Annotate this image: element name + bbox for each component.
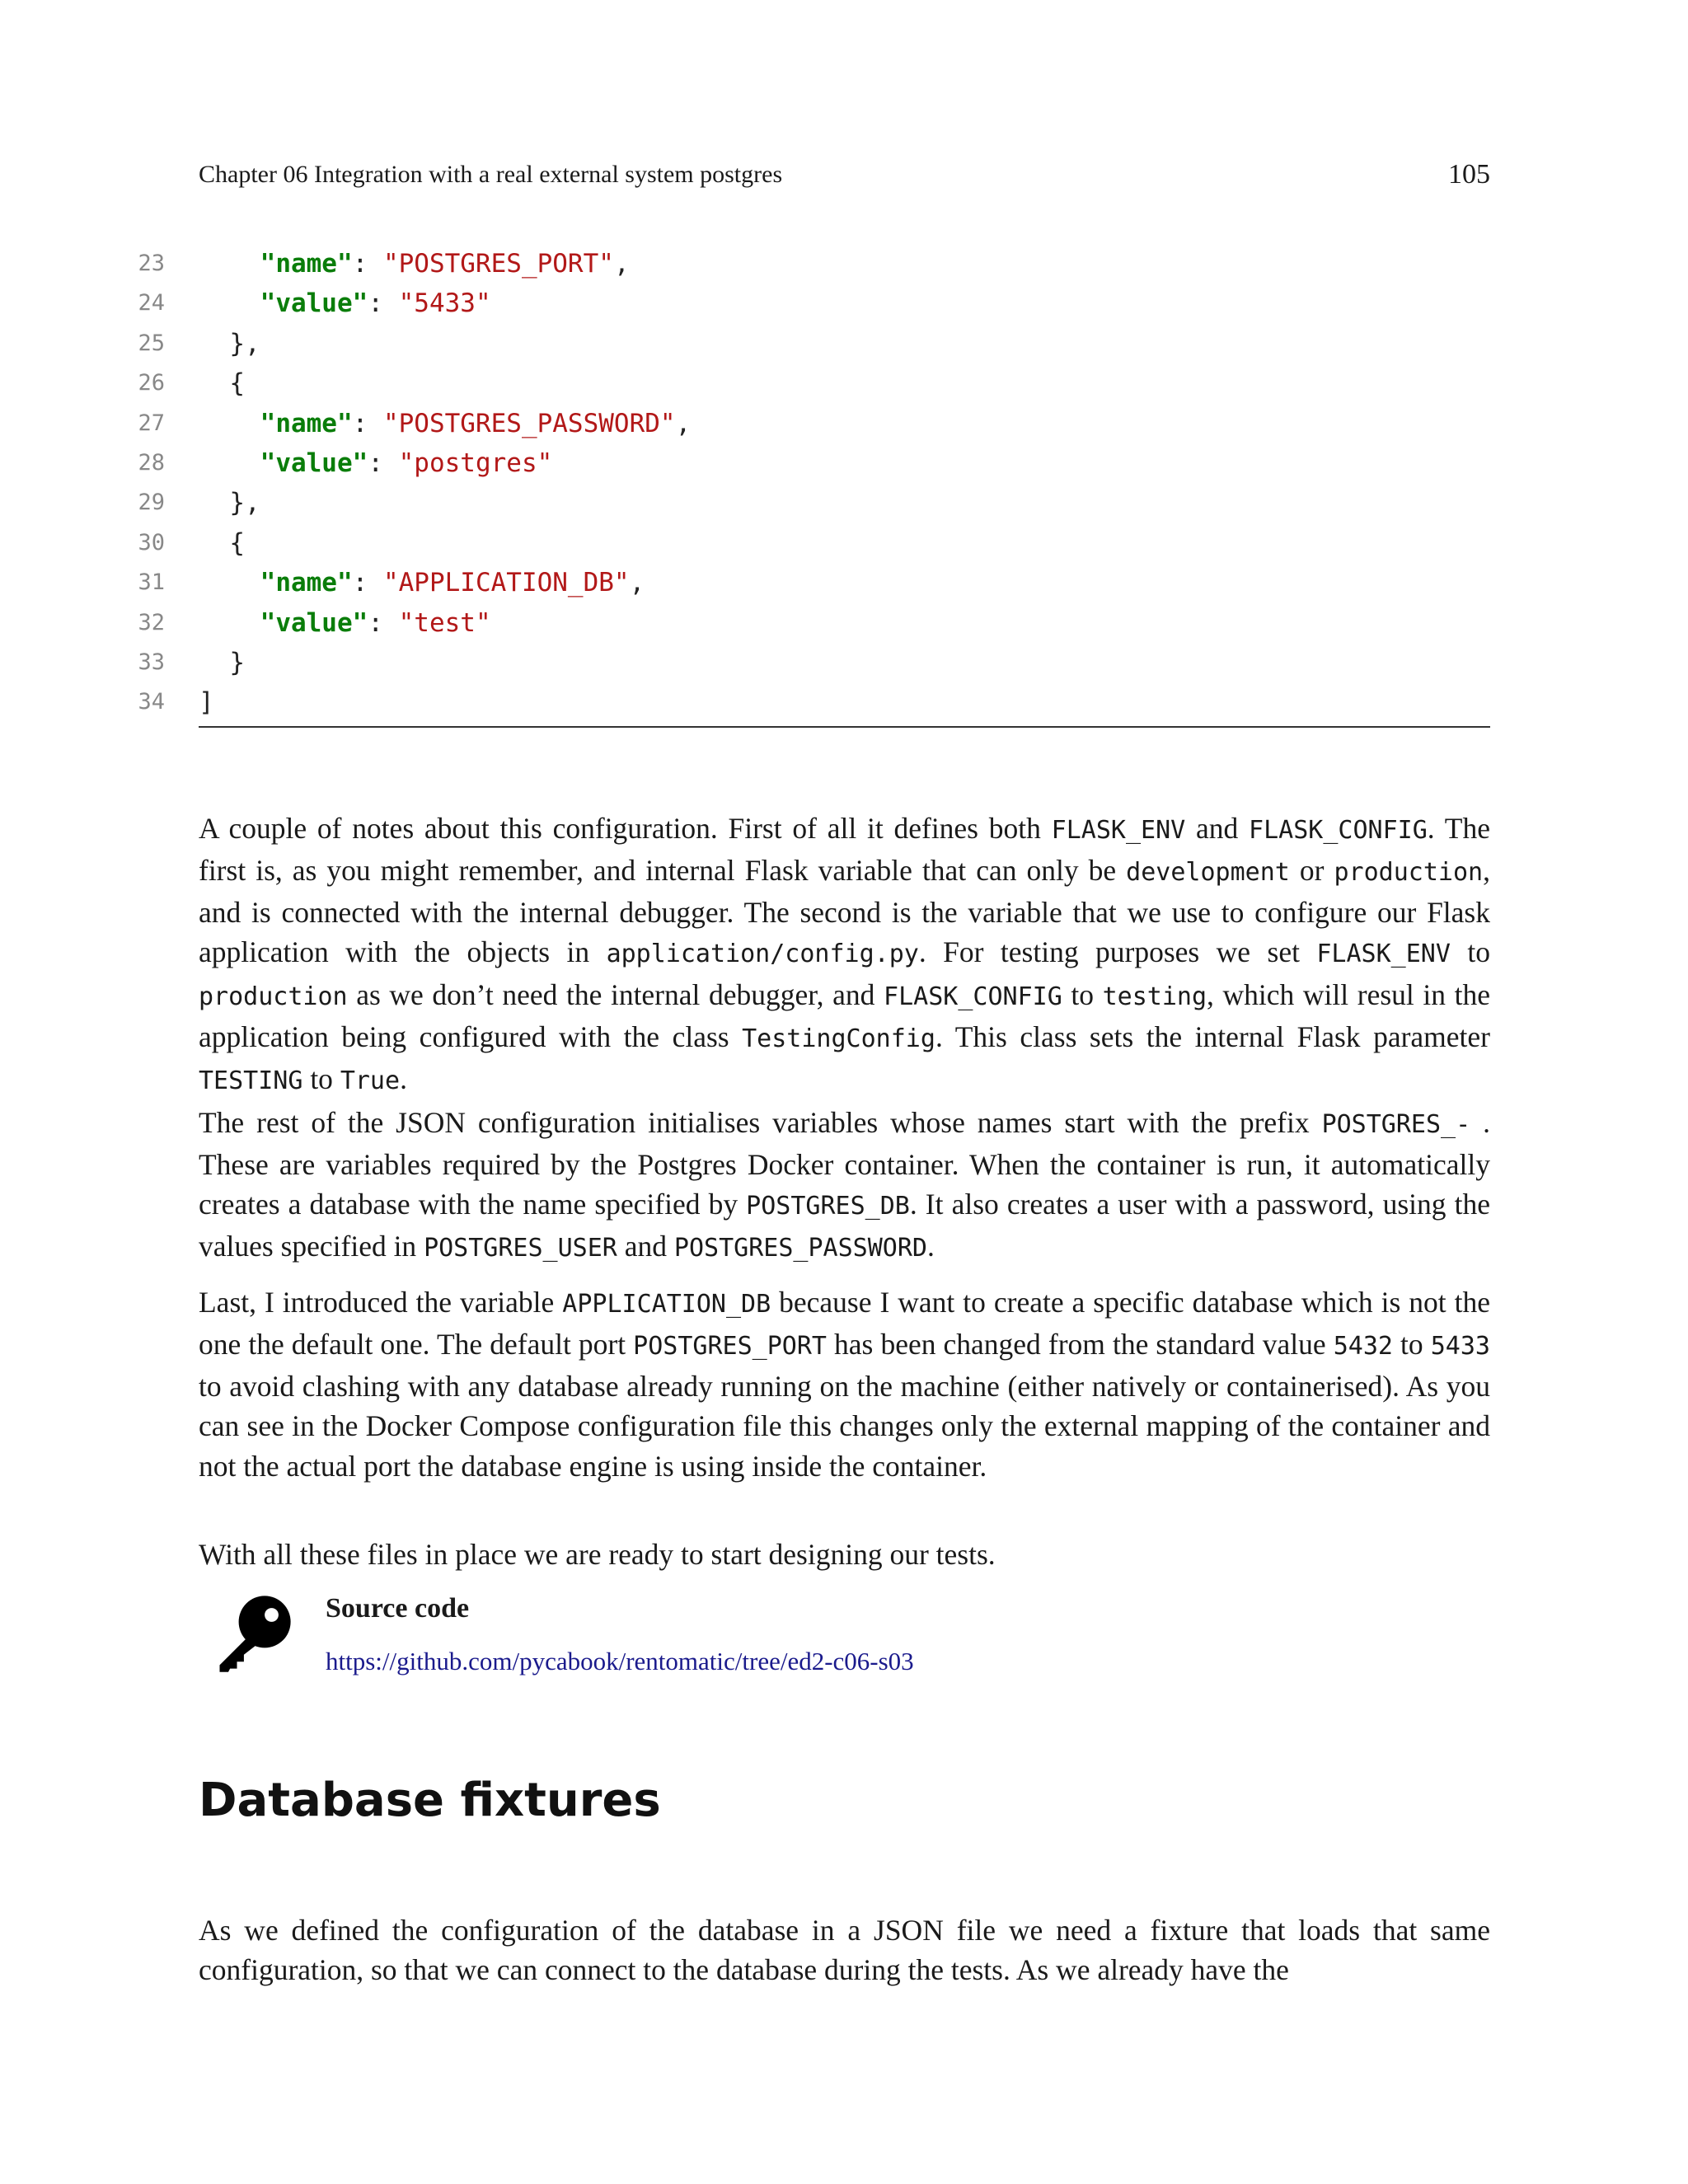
inline-code: production (1334, 857, 1484, 887)
inline-code: True (340, 1066, 401, 1096)
json-key: "value" (260, 288, 368, 319)
line-number: 34 (138, 689, 165, 715)
json-string: "APPLICATION_DB" (382, 568, 630, 598)
json-key: "name" (260, 408, 353, 438)
running-header (199, 157, 1490, 193)
inline-code: FLASK_ENV (1051, 815, 1186, 845)
note-title: Source code (326, 1593, 470, 1624)
json-string: "5433" (398, 288, 491, 319)
json-string: "POSTGRES_PORT" (382, 249, 614, 279)
json-string: "postgres" (398, 448, 553, 478)
json-key: "value" (260, 607, 368, 638)
line-number: 27 (138, 410, 165, 436)
json-key: "value" (260, 448, 368, 478)
paragraph-postgres-variables: The rest of the JSON configuration initialises variables whose names start with the prefix POSTGRES_- . These are variables required by the Postgres Docker container. When the container is run, it automatically creates a database with the name specified by POSTGRES_DB. It also creates a user with a password, using the values specified in POSTGRES_USER and POSTGRES_PASSWORD. (199, 1105, 1490, 1263)
code-text: { (229, 368, 245, 399)
code-text: ] (199, 687, 214, 718)
inline-code: FLASK_ENV (1316, 940, 1451, 969)
inline-code: FLASK_CONFIG (1249, 815, 1428, 845)
json-key: "name" (260, 568, 353, 598)
line-number: 23 (138, 251, 165, 276)
line-number: 32 (138, 609, 165, 635)
inline-code: production (199, 982, 348, 1011)
line-number: 29 (138, 490, 165, 516)
inline-code: application/config.py (606, 940, 919, 969)
code-text: "value": "test" (260, 607, 491, 638)
inline-code: POSTGRES_DB (746, 1192, 910, 1221)
source-code-link[interactable]: https://github.com/pycabook/rentomatic/tree/ed2-c06-s03 (326, 1647, 914, 1675)
line-number: 31 (138, 569, 165, 596)
chapter-title: Chapter 06 Integration with a real external system postgres (199, 161, 783, 188)
code-text: "value": "postgres" (260, 448, 553, 478)
code-text: "name": "POSTGRES_PORT", (260, 249, 630, 279)
inline-code: FLASK_CONFIG (884, 982, 1062, 1011)
code-text: } (229, 648, 245, 677)
line-number: 28 (138, 450, 165, 476)
code-text: "name": "APPLICATION_DB", (260, 568, 645, 598)
code-text: { (229, 527, 245, 558)
code-text: }, (229, 488, 260, 518)
paragraph-application-db: Last, I introduced the variable APPLICATION_DB because I want to create a specific database which is not the one the default one. The default port POSTGRES_PORT has been changed from the standard value 5432 to 5433 to avoid clashing with any database already running on the machine (either natively or containerised). As you can see in the Docker Compose configuration file this changes only the external mapping of the container and not the actual port the database engine is using inside the container. (199, 1285, 1490, 1483)
code-listing-bottom-rule (199, 726, 1490, 728)
line-number: 30 (138, 529, 165, 555)
json-string: "POSTGRES_PASSWORD" (382, 408, 676, 438)
line-number: 24 (138, 290, 165, 316)
inline-code: POSTGRES_PASSWORD (673, 1234, 927, 1263)
inline-code: 5432 (1333, 1331, 1393, 1361)
code-text: "name": "POSTGRES_PASSWORD", (260, 408, 692, 438)
source-code-note (199, 1574, 1490, 1681)
inline-code: TestingConfig (742, 1024, 935, 1053)
page-number: 105 (1448, 159, 1490, 190)
line-number: 26 (138, 370, 165, 396)
paragraph-config-notes: A couple of notes about this configuration. First of all it defines both FLASK_ENV and FLASK_CONFIG. The first is, as you might remember, and internal Flask variable that can only be development or production, and is connected with the internal debugger. The second is the variable that we use to configure our Flask application with the objects in application/config.py. For testing purposes we set FLASK_ENV to production as we don’t need the internal debugger, and FLASK_CONFIG to testing, which will resul in the application being configured with the class TestingConfig. This class sets the internal Flask parameter TESTING to True. (199, 811, 1490, 1096)
inline-code: testing (1102, 982, 1207, 1011)
inline-code: development (1126, 857, 1290, 887)
code-text: }, (229, 328, 260, 359)
line-number: 33 (138, 649, 165, 675)
inline-code: TESTING (199, 1066, 303, 1096)
inline-code: APPLICATION_DB (562, 1289, 771, 1319)
paragraph-database-fixtures: As we defined the configuration of the database in a JSON file we need a fixture that loads that same configuration, so that we can connect to the database during the tests. As we already have the (199, 1913, 1490, 1986)
section-heading: Database fixtures (199, 1774, 661, 1827)
inline-code: POSTGRES_- (1321, 1109, 1471, 1139)
json-string: "test" (398, 607, 491, 638)
json-key: "name" (260, 249, 353, 279)
inline-code: 5433 (1430, 1331, 1490, 1361)
line-number: 25 (138, 330, 165, 356)
inline-code: POSTGRES_PORT (633, 1331, 827, 1361)
key-icon (211, 1589, 298, 1675)
inline-code: POSTGRES_USER (424, 1234, 617, 1263)
code-text: "value": "5433" (260, 288, 491, 319)
paragraph-ready: With all these files in place we are ready to start designing our tests. (199, 1537, 996, 1571)
